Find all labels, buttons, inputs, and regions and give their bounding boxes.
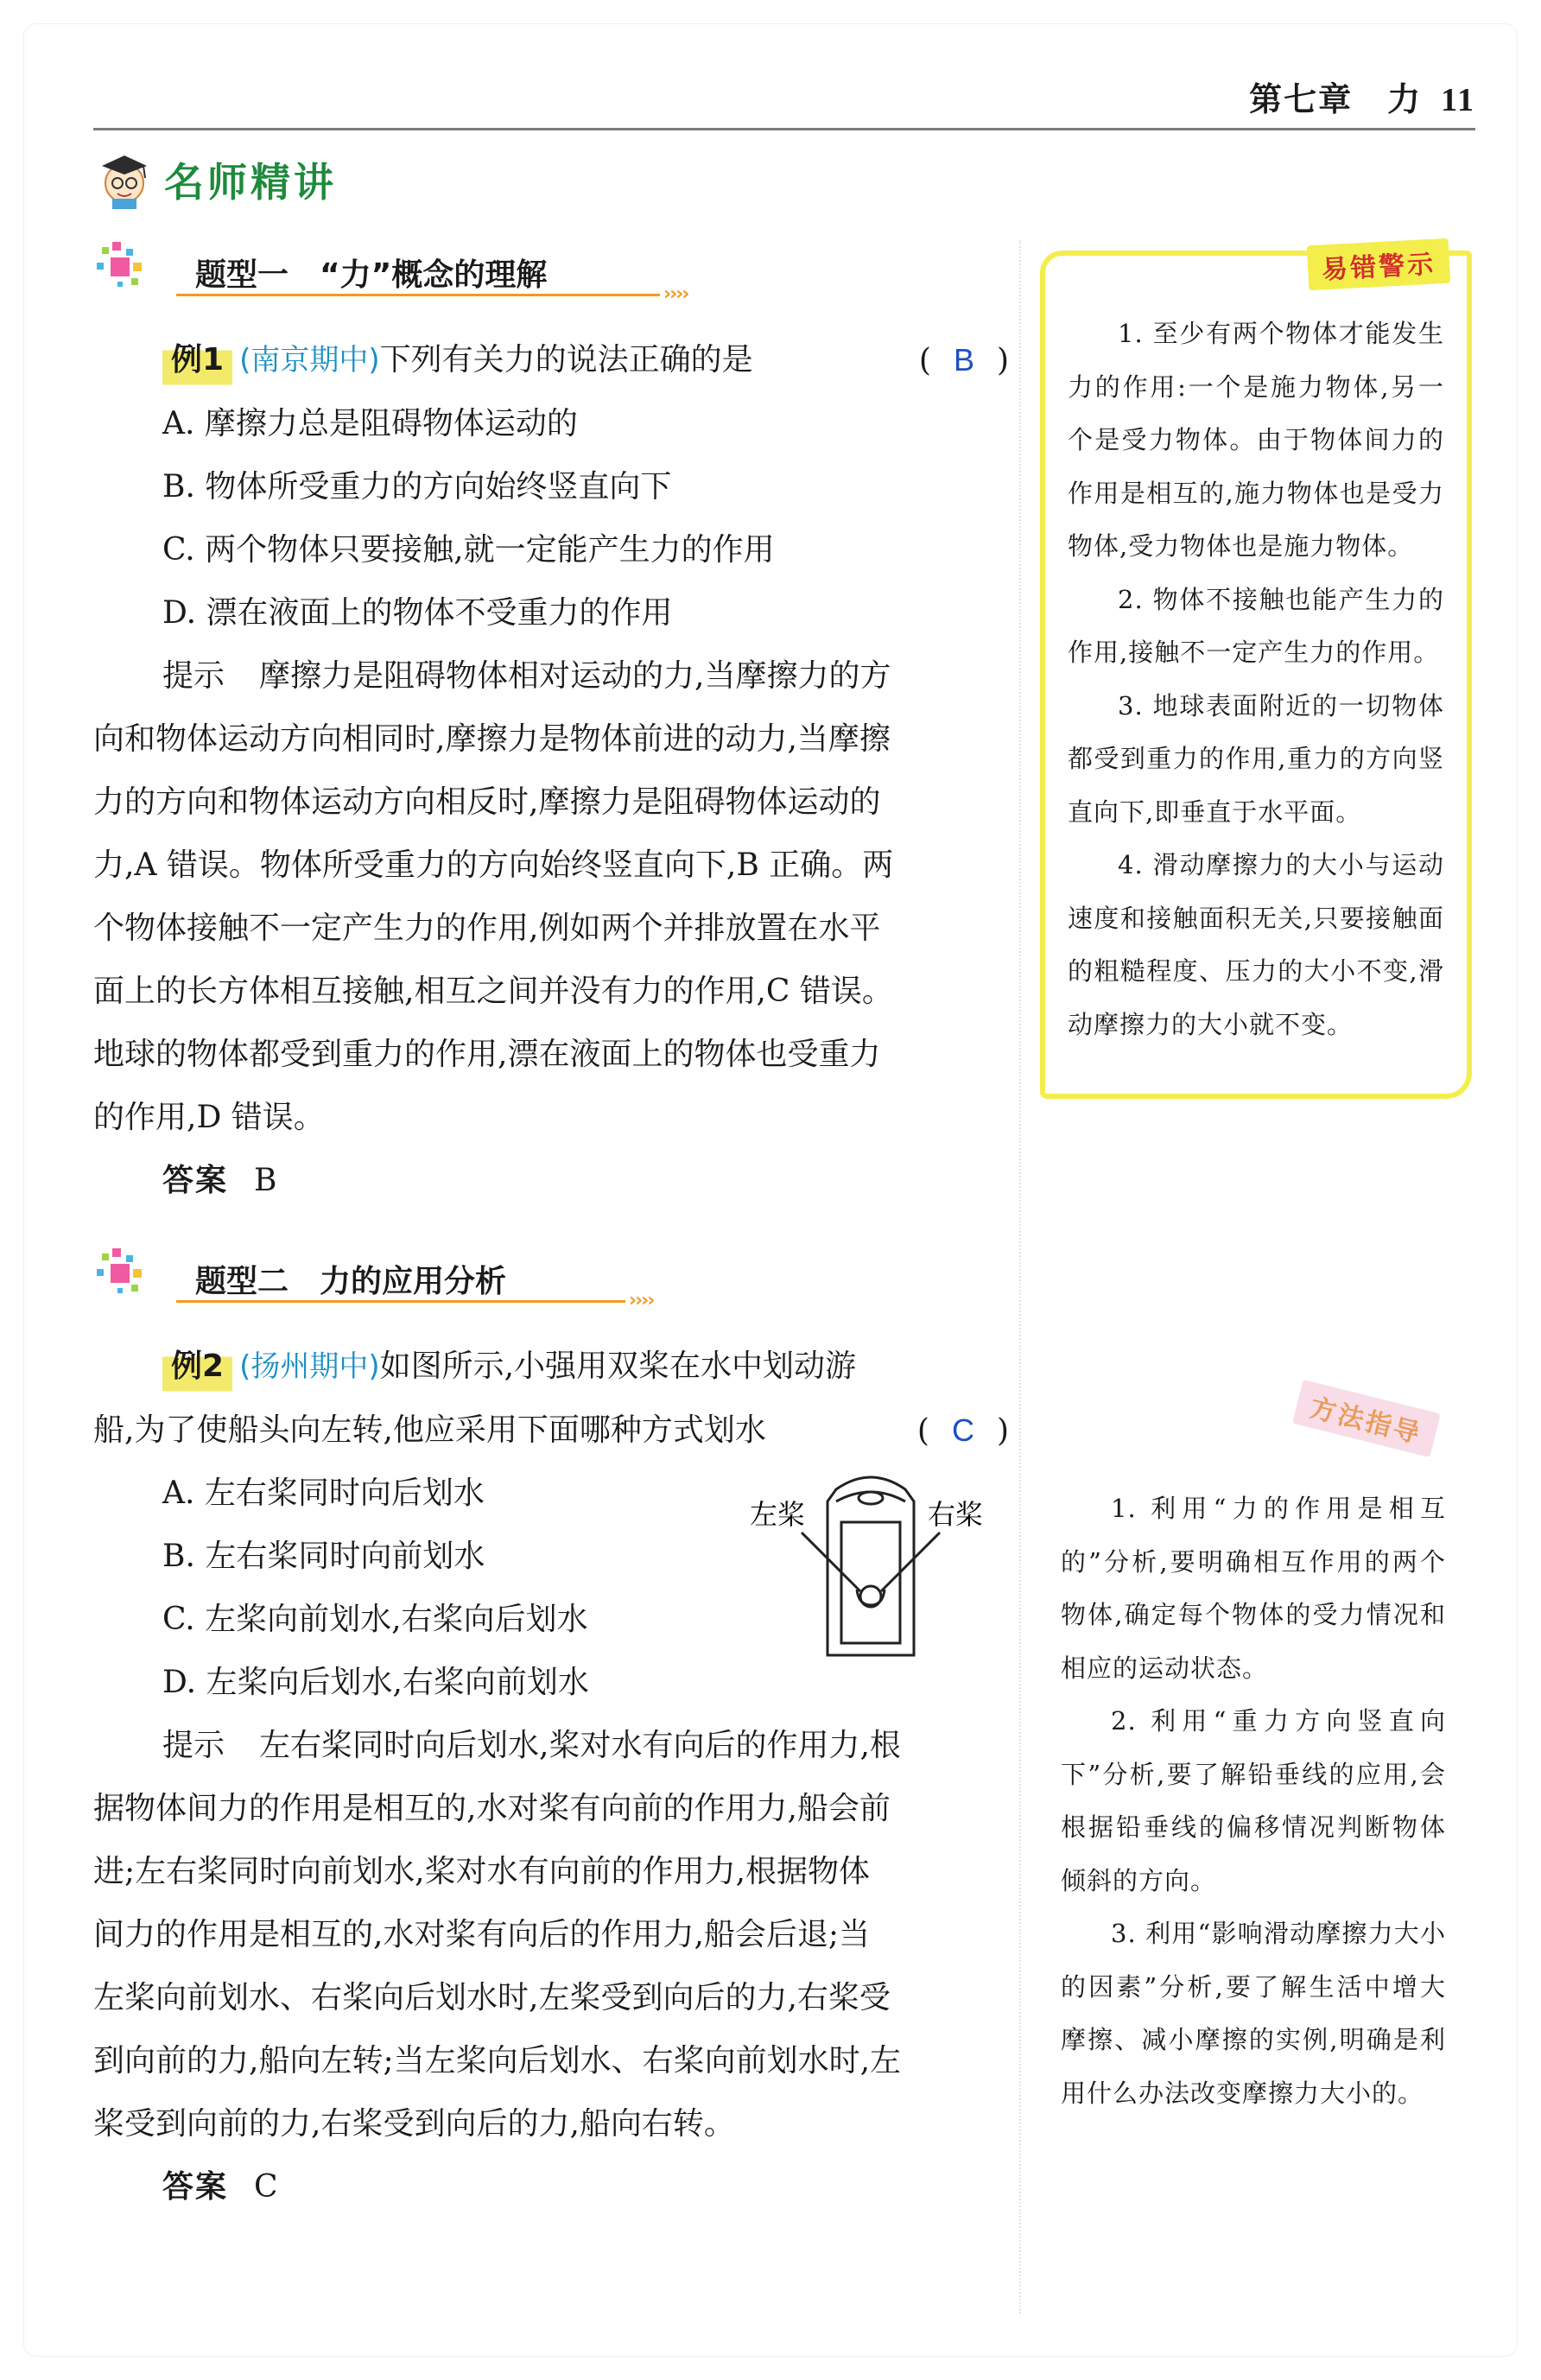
hint-line: 向和物体运动方向相同时,摩擦力是物体前进的动力,当摩擦 [93, 721, 891, 757]
left-paddle-label: 左桨 [750, 1498, 806, 1531]
option-b: B. 物体所受重力的方向始终竖直向下 [162, 469, 672, 505]
hint-line: 左桨向前划水、右桨向后划水时,左桨受到向后的力,右桨受 [93, 1980, 891, 2015]
chapter-heading [1249, 73, 1475, 120]
example-1-hint [93, 644, 1009, 1149]
question-type-1-label: 题型一 “力”概念的理解 [195, 257, 548, 293]
hint-label: 提示 [162, 1728, 225, 1763]
hint-line: 据物体间力的作用是相互的,水对桨有向前的作用力,船会前 [93, 1791, 891, 1826]
hint-line: 力,A 错误。物体所受重力的方向始终竖直向下,B 正确。两 [93, 847, 894, 883]
example-1-tag: 例1 [162, 328, 232, 391]
page [24, 24, 1517, 2356]
example-2-stem [93, 1335, 1009, 1399]
example-1-stem [93, 328, 1009, 392]
hint-line: 摩擦力是阻碍物体相对运动的力,当摩擦力的方 [259, 658, 891, 694]
note-paragraph: 4. 滑动摩擦力的大小与运动速度和接触面积无关,只要接触面的粗糙程度、压力的大小不变,滑动摩擦力的大小就不变。 [1068, 850, 1444, 1039]
hint-line: 的作用,D 错误。 [93, 1100, 325, 1135]
chevrons-icon: ›››› [629, 1290, 654, 1311]
hint-line: 到向前的力,船向左转;当左桨向后划水、右桨向前划水时,左 [93, 2043, 902, 2079]
option-d: D. 左桨向后划水,右桨向前划水 [162, 1665, 589, 1700]
example-1-source: (南京期中) [239, 343, 380, 378]
note-paragraph: 3. 利用“影响滑动摩擦力大小的因素”分析,要了解生活中增大摩擦、减小摩擦的实例,明确是利用什么办法改变摩擦力大小的。 [1061, 1919, 1446, 2108]
decorative-squares-icon [93, 1247, 180, 1307]
option-c: C. 左桨向前划水,右桨向后划水 [162, 1602, 588, 1637]
error-warning-body [1068, 308, 1444, 1051]
hint-line: 左右桨同时向后划水,桨对水有向后的作用力,根 [259, 1728, 901, 1763]
note-paragraph: 1. 至少有两个物体才能发生力的作用:一个是施力物体,另一个是受力物体。由于物体间力的作用是相互的,施力物体也是受力物体,受力物体也是施力物体。 [1068, 319, 1444, 561]
section-banner [93, 145, 337, 214]
question-type-2-label: 题型二 力的应用分析 [195, 1264, 507, 1299]
title-underline [176, 294, 660, 296]
question-type-2-header [93, 1247, 1009, 1311]
hint-line: 地球的物体都受到重力的作用,漂在液面上的物体也受重力 [93, 1037, 881, 1072]
example-2-options [93, 1462, 1009, 1714]
option-b: B. 左右桨同时向前划水 [162, 1539, 485, 1574]
hint-line: 间力的作用是相互的,水对桨有向后的作用力,船会后退;当 [93, 1917, 871, 1952]
teacher-mascot-icon [93, 149, 155, 211]
decorative-squares-icon [93, 240, 180, 301]
note-paragraph: 1. 利用“力的作用是相互的”分析,要明确相互作用的两个物体,确定每个物体的受力情况和相应的运动状态。 [1061, 1494, 1446, 1683]
error-warning-tag: 易错警示 [1307, 238, 1450, 291]
example-2-answer-bracket: ( C ) [916, 1412, 1009, 1449]
example-2-source: (扬州期中) [239, 1349, 380, 1384]
note-paragraph: 2. 物体不接触也能产生力的作用,接触不一定产生力的作用。 [1068, 584, 1444, 667]
example-2-question-line2: 船,为了使船头向左转,他应采用下面哪种方式划水 [93, 1412, 766, 1448]
hint-line: 面上的长方体相互接触,相互之间并没有力的作用,C 错误。 [93, 974, 893, 1009]
option-a: A. 左右桨同时向后划水 [162, 1476, 485, 1511]
chevrons-icon: ›››› [663, 283, 688, 305]
running-head [93, 66, 1475, 130]
example-1-answer [162, 1149, 1009, 1212]
page-number: 11 [1441, 82, 1475, 118]
method-guide-body [1061, 1482, 1446, 2120]
note-paragraph: 2. 利用“重力方向竖直向下”分析,要了解铅垂线的应用,会根据铅垂线的偏移情况判断物体倾斜的方向。 [1061, 1706, 1446, 1895]
title-underline [176, 1300, 625, 1303]
column-divider [1019, 240, 1021, 2313]
question-type-1-header [93, 240, 1009, 305]
answer-label: 答案 [162, 2169, 229, 2205]
note-paragraph: 3. 地球表面附近的一切物体都受到重力的作用,重力的方向竖直向下,即垂直于水平面。 [1068, 690, 1444, 827]
example-2-question-line1: 如图所示,小强用双桨在水中划动游 [379, 1349, 857, 1384]
boat-paddles-figure [750, 1467, 992, 1666]
right-paddle-label: 右桨 [928, 1498, 984, 1531]
option-d: D. 漂在液面上的物体不受重力的作用 [162, 595, 673, 631]
main-column [93, 240, 1009, 2218]
hint-label: 提示 [162, 658, 225, 694]
example-1-answer-mark: B [953, 342, 974, 378]
answer-label: 答案 [162, 1163, 229, 1198]
example-2-tag: 例2 [162, 1335, 232, 1398]
answer-value: B [254, 1163, 277, 1198]
option-a: A. 摩擦力总是阻碍物体运动的 [162, 406, 578, 441]
section-title: 名师精讲 [164, 159, 337, 206]
example-1-answer-bracket: ( B ) [918, 342, 1009, 378]
hint-line: 桨受到向前的力,右桨受到向后的力,船向右转。 [93, 2106, 735, 2142]
chapter-title: 第七章 力 [1249, 80, 1423, 118]
method-guide-tag: 方法指导 [1292, 1380, 1441, 1457]
option-c: C. 两个物体只要接触,就一定能产生力的作用 [162, 532, 775, 568]
hint-line: 力的方向和物体运动方向相反时,摩擦力是阻碍物体运动的 [93, 784, 881, 820]
answer-value: C [254, 2169, 278, 2205]
left-paddle [802, 1533, 860, 1591]
right-paddle [881, 1533, 940, 1591]
method-guide-box [1040, 1393, 1472, 2139]
hint-line: 进;左右桨同时向前划水,桨对水有向前的作用力,根据物体 [93, 1854, 871, 1889]
error-warning-box [1040, 251, 1472, 1099]
example-2-answer-mark: C [951, 1412, 974, 1448]
example-2-stem-cont [93, 1399, 1009, 1462]
example-2-answer [162, 2155, 1009, 2218]
hint-line: 个物体接触不一定产生力的作用,例如两个并排放置在水平 [93, 911, 881, 946]
example-2-hint [93, 1714, 1009, 2155]
example-1-question: 下列有关力的说法正确的是 [379, 342, 753, 378]
